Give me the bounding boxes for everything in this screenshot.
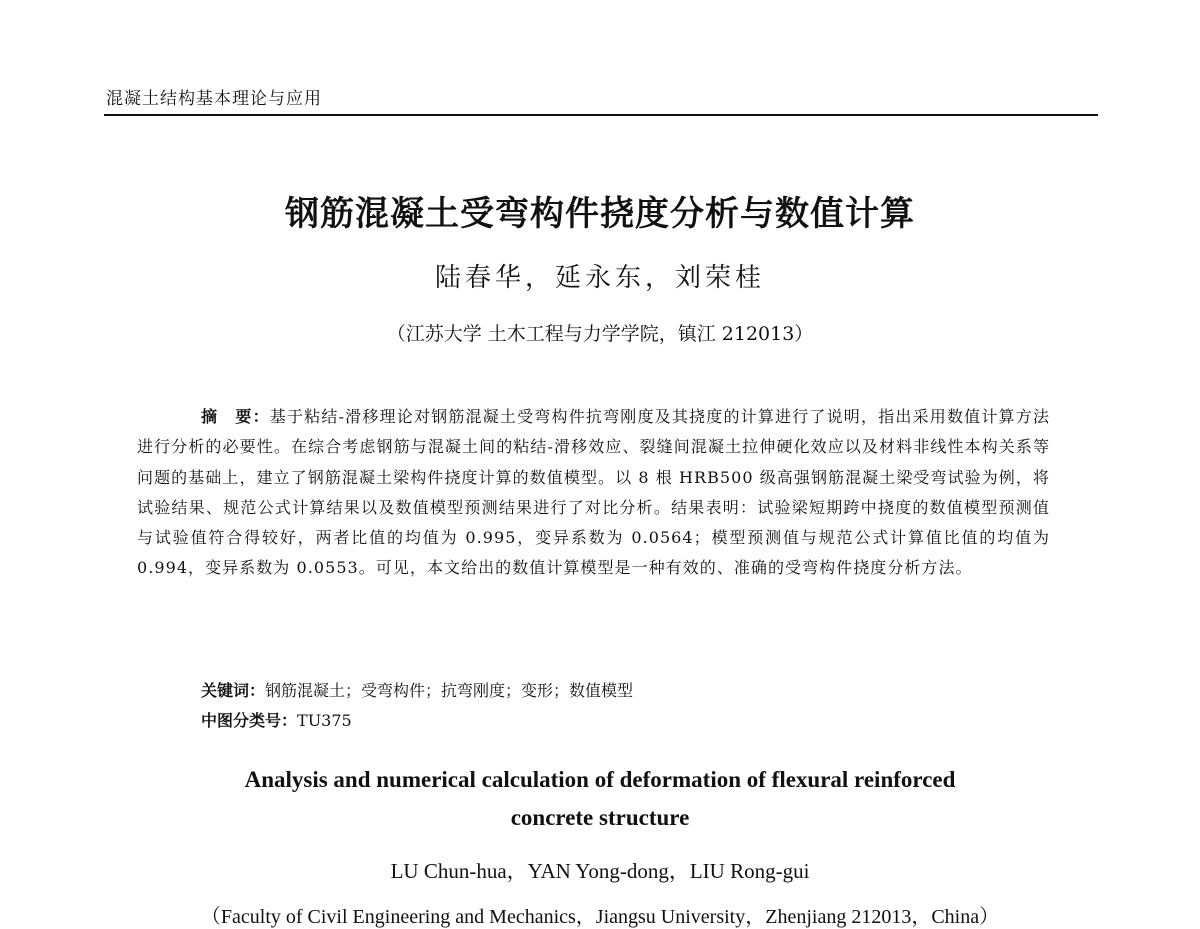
running-header: 混凝土结构基本理论与应用 (106, 89, 322, 109)
paper-title-en-line-2: concrete structure (510, 805, 690, 830)
abstract-label: 摘 要： (201, 407, 270, 426)
abstract-text: 基于粘结-滑移理论对钢筋混凝土受弯构件抗弯刚度及其挠度的计算进行了说明，指出采用数值计算方法进行分析的必要性。在综合考虑钢筋与混凝土间的粘结-滑移效应、裂缝间混凝土拉伸硬化效应以及材料非线性本构关系等问题的基础上，建立了钢筋混凝土梁构件挠度计算的数值模型。以 8 根 HRB500 级高强钢筋混凝土梁受弯试验为例，将试验结果、规范公式计算结果以及数值模型预测结果进行了对比分析。结果表明：试验梁短期跨中挠度的数值模型预测值与试验值符合得较好，两者比值的均值为 0.995，变异系数为 0.0564；模型预测值与规范公式计算值比值的均值为 0.994，变异系数为 0.0553。可见，本文给出的数值计算模型是一种有效的、准确的受弯构件挠度分析方法。 (137, 407, 1050, 578)
paper-title-en (150, 761, 1050, 837)
keywords-label: 关键词： (201, 681, 266, 700)
authors-en: LU Chun-hua，YAN Yong-dong，LIU Rong-gui (390, 859, 810, 883)
abstract-paragraph (137, 402, 1050, 584)
classification-label: 中图分类号： (201, 711, 298, 730)
keywords-text: 钢筋混凝土；受弯构件；抗弯刚度；变形；数值模型 (265, 681, 634, 700)
affiliation-cn: （江苏大学 土木工程与力学学院，镇江 212013） (386, 323, 814, 345)
paper-title-en-line-1: Analysis and numerical calculation of deformation of flexural reinforced (244, 767, 956, 792)
paper-title-cn: 钢筋混凝土受弯构件挠度分析与数值计算 (285, 194, 915, 234)
affiliation-en: （Faculty of Civil Engineering and Mechanics，Jiangsu University，Zhenjiang 212013，China） (200, 906, 1000, 928)
classification-code: TU375 (297, 711, 352, 730)
header-rule (104, 114, 1098, 116)
authors-cn: 陆春华，延永东，刘荣桂 (434, 263, 765, 293)
keywords-line (201, 678, 633, 701)
classification-line (201, 708, 352, 731)
